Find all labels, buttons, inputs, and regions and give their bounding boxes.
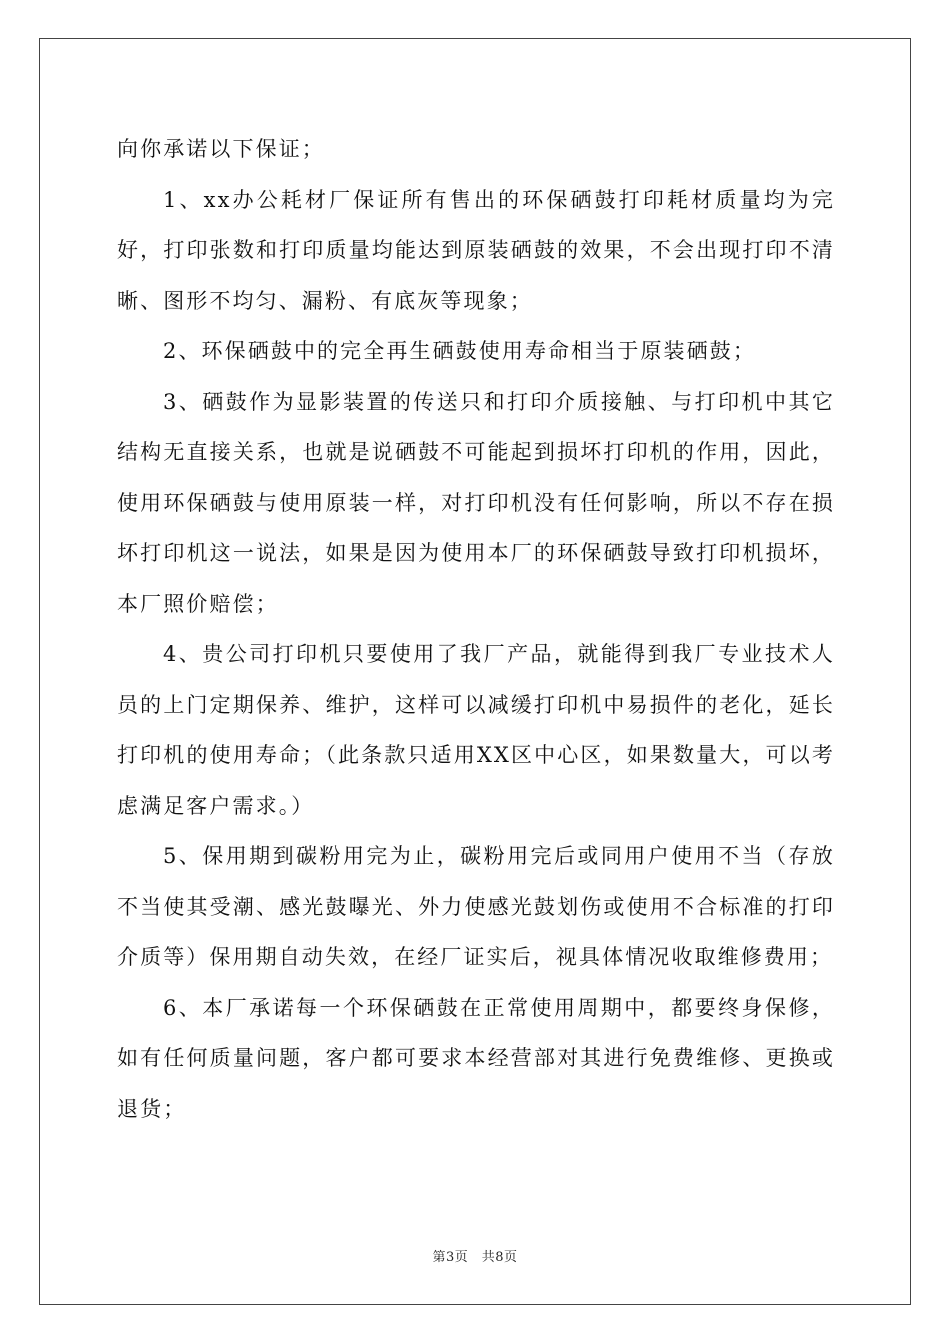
paragraph-item-2: 2、环保硒鼓中的完全再生硒鼓使用寿命相当于原装硒鼓； xyxy=(163,339,756,363)
page-number-footer: 第3页 共8页 xyxy=(432,1250,518,1265)
paragraph-item-6: 6、本厂承诺每一个环保硒鼓在正常使用周期中，都要终身保修，如有任何质量问题，客户都可要求本经营部对其进行免费维修、更换或退货； xyxy=(117,995,835,1121)
document-body xyxy=(117,124,835,1134)
paragraph-item-4: 4、贵公司打印机只要使用了我厂产品，就能得到我厂专业技术人员的上门定期保养、维护，这样可以减缓打印机中易损件的老化，延长打印机的使用寿命；（此条款只适用XX区中心区，如果数量大，可以考虑满足客户需求。） xyxy=(117,642,835,818)
paragraph-item-5: 5、保用期到碳粉用完为止，碳粉用完后或同用户使用不当（存放不当使其受潮、感光鼓曝光、外力使感光鼓划伤或使用不合标准的打印介质等）保用期自动失效，在经厂证实后，视具体情况收取维修费用； xyxy=(117,844,835,969)
paragraph-item-1: 1、xx办公耗材厂保证所有售出的环保硒鼓打印耗材质量均为完好，打印张数和打印质量均能达到原装硒鼓的效果，不会出现打印不清晰、图形不均匀、漏粉、有底灰等现象； xyxy=(117,187,835,313)
paragraph-item-3: 3、硒鼓作为显影装置的传送只和打印介质接触、与打印机中其它结构无直接关系，也就是说硒鼓不可能起到损坏打印机的作用，因此，使用环保硒鼓与使用原装一样，对打印机没有任何影响，所以不存在损坏打印机这一说法，如果是因为使用本厂的环保硒鼓导致打印机损坏，本厂照价赔偿； xyxy=(117,389,835,616)
paragraph-intro: 向你承诺以下保证； xyxy=(117,137,325,161)
